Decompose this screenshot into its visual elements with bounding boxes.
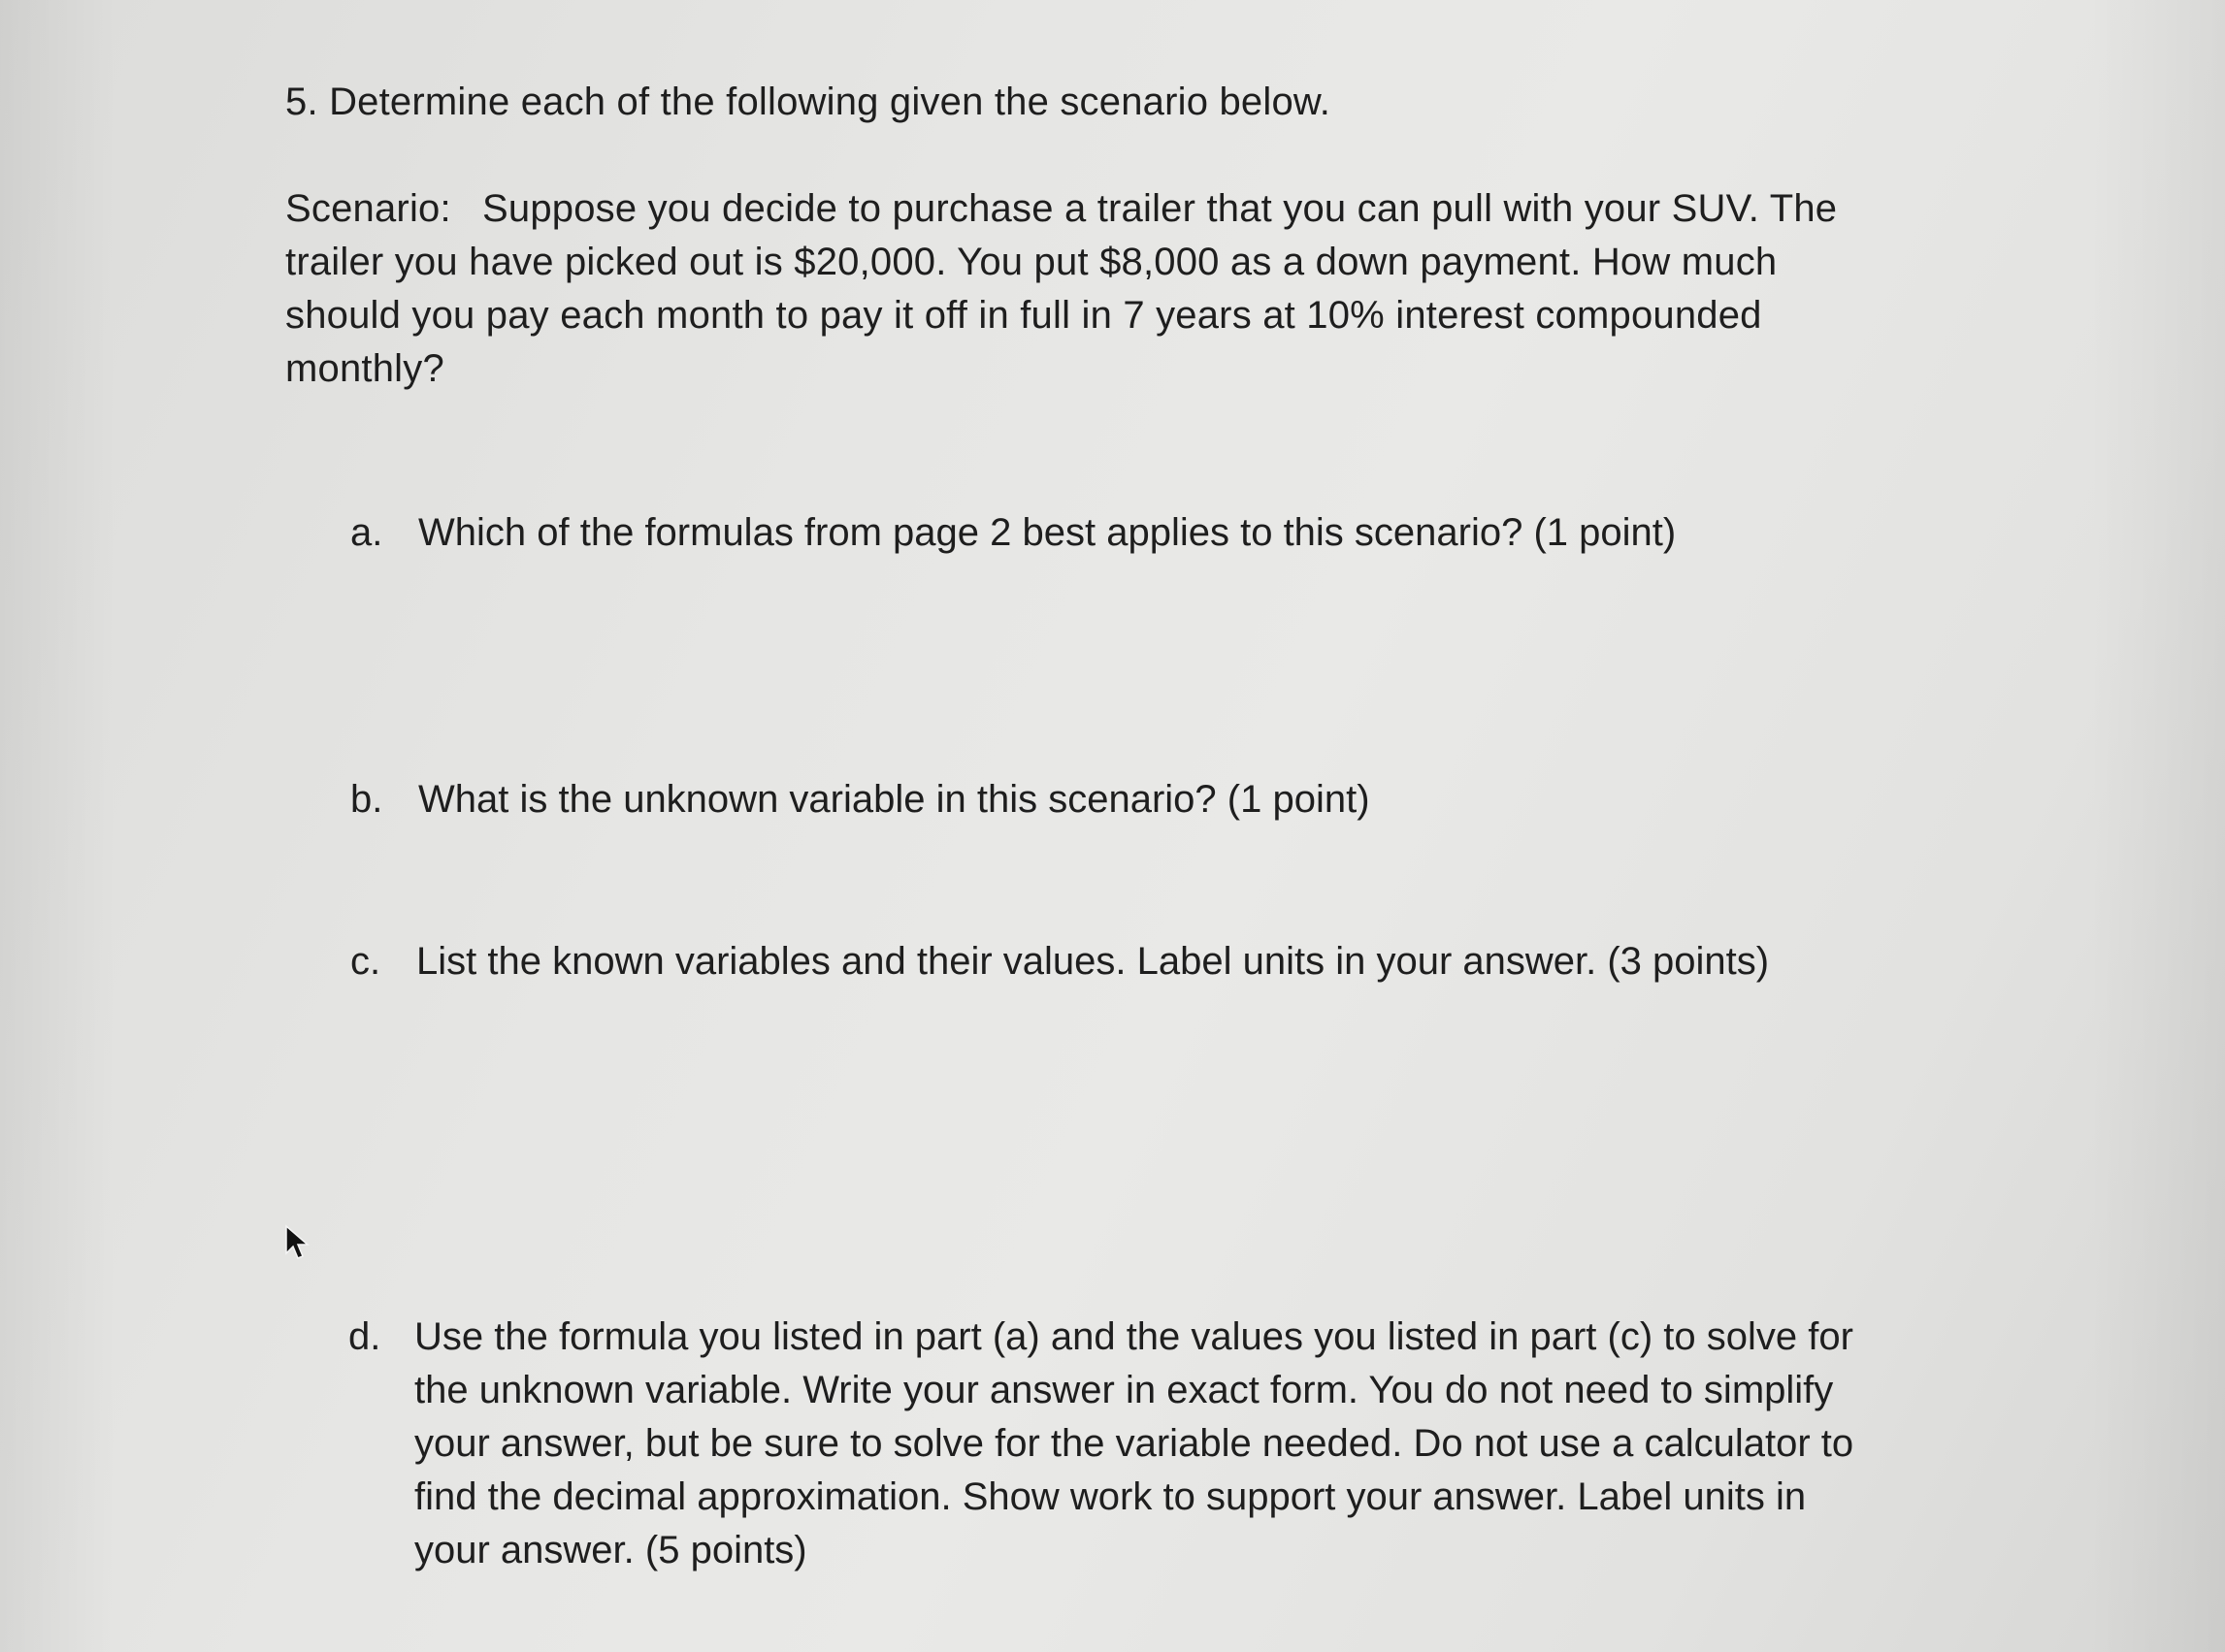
part-a-text: Which of the formulas from page 2 best applies to this scenario? (1 point)	[418, 511, 1677, 554]
scenario-line-4: monthly?	[285, 347, 444, 390]
part-d-line-5: your answer. (5 points)	[414, 1529, 807, 1571]
scenario-line-1: Scenario: Suppose you decide to purchase a trailer that you can pull with your SUV. The	[285, 182, 1837, 236]
mouse-pointer-icon	[283, 1224, 312, 1263]
part-c-text: List the known variables and their values. Label units in your answer. (3 points)	[416, 940, 1770, 983]
part-a-letter: a.	[350, 511, 383, 554]
part-b-text: What is the unknown variable in this scenario? (1 point)	[418, 778, 1370, 821]
part-c-letter: c.	[350, 940, 381, 983]
page-shadow-right	[2089, 0, 2225, 1652]
scenario-line-3: should you pay each month to pay it off in full in 7 years at 10% interest compounded	[285, 294, 1762, 337]
part-d-line-2: the unknown variable. Write your answer in exact form. You do not need to simplify	[414, 1369, 1834, 1411]
part-d-text	[414, 1311, 1853, 1577]
scenario-paragraph	[285, 182, 1837, 396]
part-d-line-3: your answer, but be sure to solve for the variable needed. Do not use a calculator to	[414, 1422, 1854, 1465]
part-d-letter: d.	[348, 1315, 381, 1358]
part-d-line-4: find the decimal approximation. Show work to support your answer. Label units in	[414, 1475, 1807, 1518]
page-shadow-left	[0, 0, 116, 1652]
question-heading: 5. Determine each of the following given the scenario below.	[285, 81, 1331, 123]
scenario-line-2: trailer you have picked out is $20,000. You put $8,000 as a down payment. How much	[285, 241, 1778, 283]
part-b-letter: b.	[350, 778, 383, 821]
scenario-label: Scenario:	[285, 187, 451, 230]
part-d-line-1: Use the formula you listed in part (a) and the values you listed in part (c) to solve for	[414, 1315, 1853, 1358]
